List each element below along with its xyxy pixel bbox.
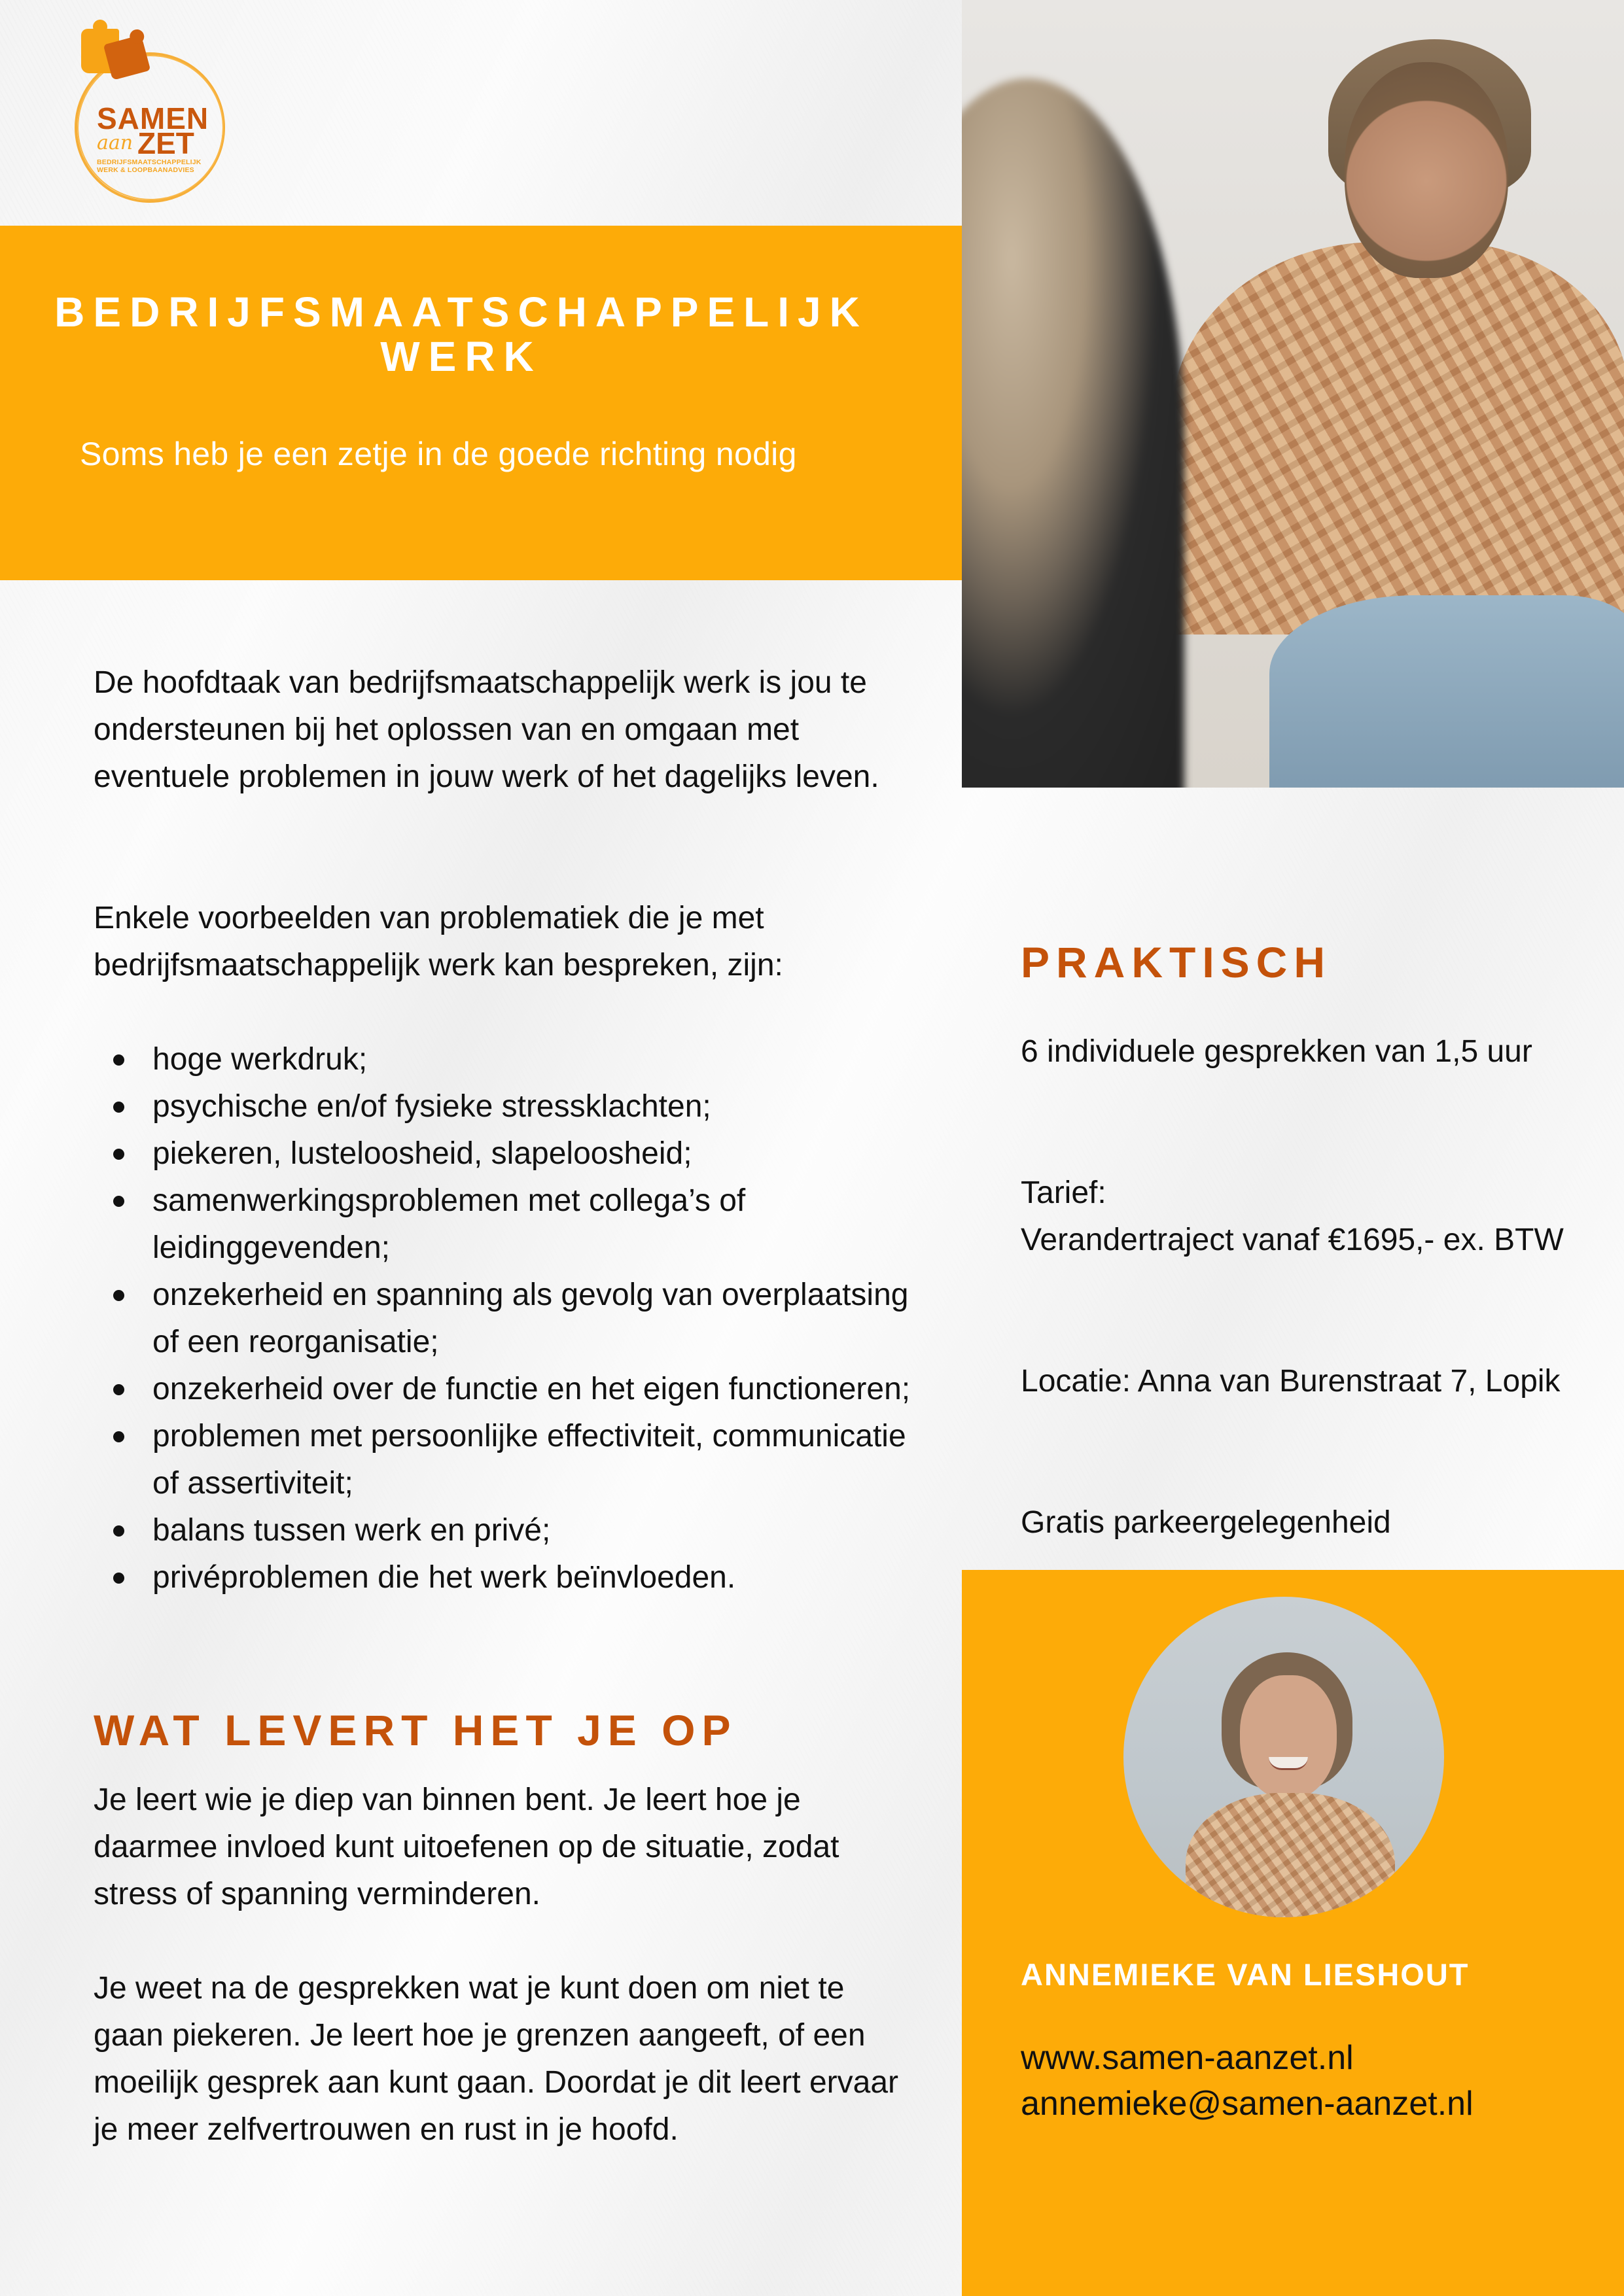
list-item: onzekerheid over de functie en het eigen functioneren; — [94, 1366, 911, 1413]
page-title-line1: BEDRIJFSMAATSCHAPPELIJK — [54, 288, 868, 336]
page-subtitle: Soms heb je een zetje in de goede richting nodig — [80, 436, 797, 472]
photo-subject-jeans — [1269, 595, 1624, 788]
photo-foreground-person — [962, 78, 1184, 788]
benefits-paragraph-2: Je weet na de gesprekken wat je kunt doen om niet te gaan piekeren. Je leert hoe je grenzen aangeeft, of een moeilijk gesprek aan kunt gaan. Doordat je dit leert ervaar je meer zelfvertrouwen en rust in je hoofd. — [94, 1971, 898, 2147]
logo — [73, 26, 230, 203]
practical-sessions: 6 individuele gesprekken van 1,5 uur — [1021, 1034, 1532, 1069]
page-title-line2: WERK — [380, 333, 542, 380]
logo-tagline-line1: BEDRIJFSMAATSCHAPPELIJK — [97, 158, 202, 166]
practical-location: Locatie: Anna van Burenstraat 7, Lopik — [1021, 1364, 1561, 1399]
list-item: onzekerheid en spanning als gevolg van overplaatsing of een reorganisatie; — [94, 1272, 911, 1366]
avatar — [1123, 1597, 1444, 1917]
logo-text-zet: ZET — [137, 126, 194, 160]
benefits-paragraph-1: Je leert wie je diep van binnen bent. Je leert hoe je daarmee invloed kunt uitoefenen op de situatie, zodat stress of spanning verminderen. — [94, 1783, 839, 1911]
practical-rate-value: Verandertraject vanaf €1695,- ex. BTW — [1021, 1223, 1564, 1257]
examples-list — [94, 1036, 911, 1601]
contact-name: ANNEMIEKE VAN LIESHOUT — [1021, 1957, 1470, 1992]
header-band — [0, 226, 962, 580]
practical-rate-label: Tarief: — [1021, 1175, 1106, 1210]
practical-parking: Gratis parkeergelegenheid — [1021, 1505, 1391, 1540]
hero-photo — [962, 0, 1624, 788]
portrait-face — [1240, 1675, 1337, 1800]
list-item: balans tussen werk en privé; — [94, 1507, 911, 1554]
contact-box — [962, 1570, 1624, 2296]
photo-subject-face — [1345, 62, 1508, 278]
logo-text-aan: aan — [97, 131, 133, 154]
email-link[interactable]: annemieke@samen-aanzet.nl — [1021, 2085, 1474, 2123]
logo-tagline-line2: WERK & LOOPBAANADVIES — [97, 166, 194, 175]
list-item: samenwerkingsproblemen met collega’s of leidinggevenden; — [94, 1177, 911, 1272]
website-link[interactable]: www.samen-aanzet.nl — [1021, 2039, 1354, 2077]
practical-rate — [1021, 1170, 1597, 1264]
list-item: piekeren, lusteloosheid, slapeloosheid; — [94, 1130, 911, 1177]
logo-text-samen: SAMEN — [97, 101, 209, 135]
page-title — [0, 290, 923, 379]
list-item: hoge werkdruk; — [94, 1036, 911, 1083]
list-item: psychische en/of fysieke stressklachten; — [94, 1083, 911, 1130]
intro-paragraph: De hoofdtaak van bedrijfsmaatschappelijk werk is jou te ondersteunen bij het oplossen van en omgaan met eventuele problemen in jouw werk of het dagelijks leven. — [94, 665, 879, 794]
logo-tagline — [97, 158, 202, 174]
list-item: privéproblemen die het werk beïnvloeden. — [94, 1554, 911, 1601]
photo-subject-blouse — [1171, 242, 1624, 635]
portrait-blouse — [1186, 1793, 1395, 1917]
practical-heading: PRAKTISCH — [1021, 938, 1332, 986]
benefits-heading: WAT LEVERT HET JE OP — [94, 1706, 737, 1754]
list-item: problemen met persoonlijke effectiviteit, communicatie of assertiviteit; — [94, 1413, 911, 1507]
examples-intro: Enkele voorbeelden van problematiek die je met bedrijfsmaatschappelijk werk kan bespreken, zijn: — [94, 901, 783, 983]
